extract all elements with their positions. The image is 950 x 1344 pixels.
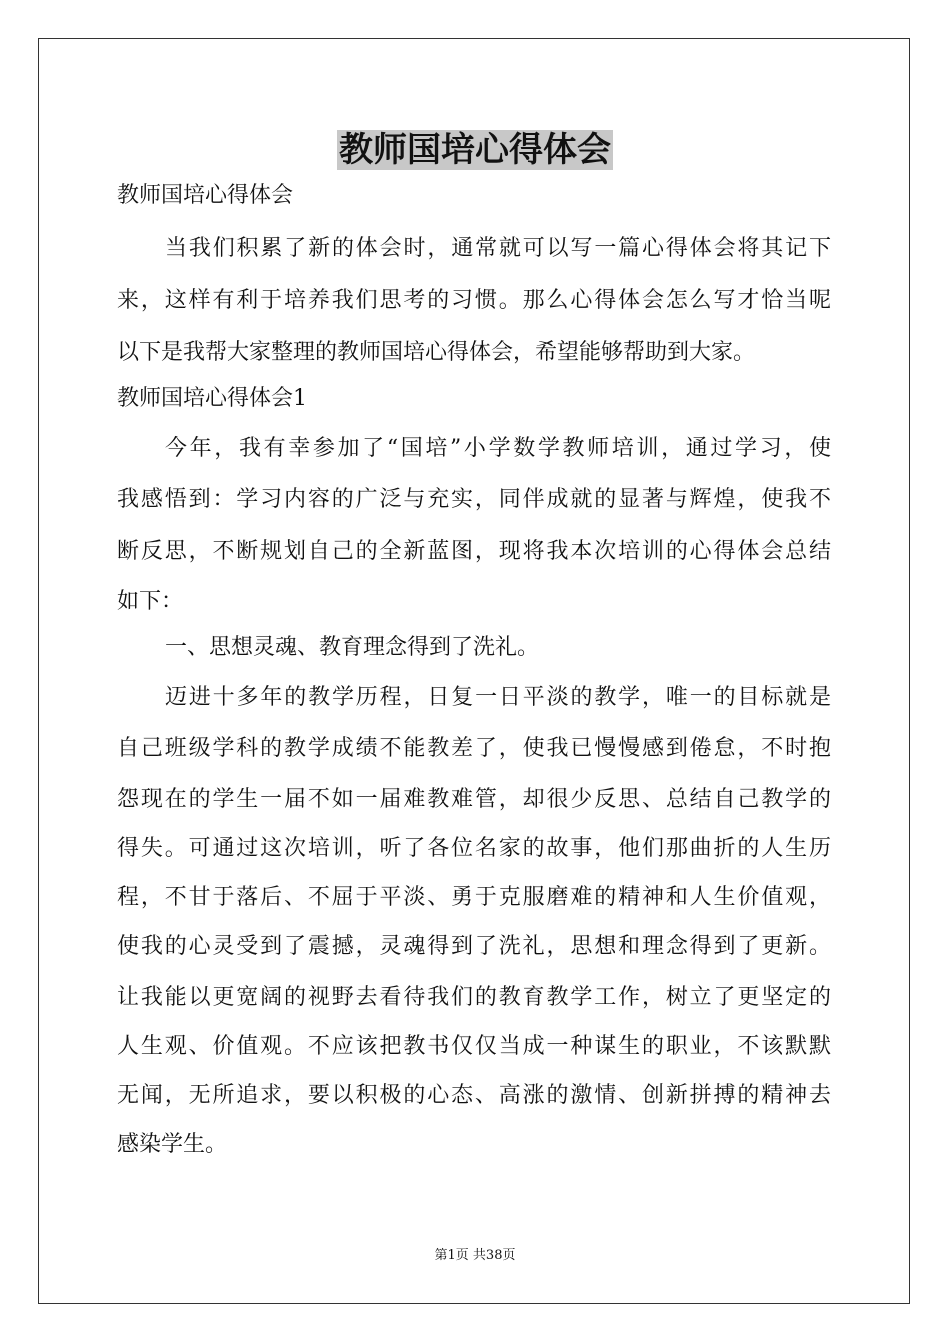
paragraph-line: 感染学生。 bbox=[117, 1132, 228, 1157]
paragraph-line: 迈进十多年的教学历程，日复一日平淡的教学，唯一的目标就是 bbox=[165, 685, 831, 710]
paragraph-line: 无闻，无所追求，要以积极的心态、高涨的激情、创新拼搏的精神去 bbox=[117, 1083, 831, 1108]
paragraph-line: 一、思想灵魂、教育理念得到了洗礼。 bbox=[165, 635, 540, 660]
document-title bbox=[0, 128, 950, 172]
paragraph-line: 当我们积累了新的体会时，通常就可以写一篇心得体会将其记下 bbox=[165, 236, 831, 261]
subtitle: 教师国培心得体会 bbox=[117, 183, 294, 208]
paragraph-line: 怨现在的学生一届不如一届难教难管，却很少反思、总结自己教学的 bbox=[117, 787, 831, 812]
paragraph-line: 人生观、价值观。不应该把教书仅仅当成一种谋生的职业，不该默默 bbox=[117, 1034, 831, 1059]
paragraph-line: 今年，我有幸参加了“国培”小学数学教师培训，通过学习，使 bbox=[165, 436, 831, 461]
paragraph-line: 我感悟到：学习内容的广泛与充实，同伴成就的显著与辉煌，使我不 bbox=[117, 487, 831, 512]
section-heading: 教师国培心得体会1 bbox=[117, 386, 307, 411]
title-text: 教师国培心得体会 bbox=[339, 130, 611, 170]
paragraph-line: 如下： bbox=[117, 589, 184, 614]
paragraph-line: 以下是我帮大家整理的教师国培心得体会，希望能够帮助到大家。 bbox=[117, 340, 756, 365]
paragraph-line: 让我能以更宽阔的视野去看待我们的教育教学工作，树立了更坚定的 bbox=[117, 985, 831, 1010]
paragraph-line: 得失。可通过这次培训，听了各位名家的故事，他们那曲折的人生历 bbox=[117, 836, 831, 861]
paragraph-line: 断反思，不断规划自己的全新蓝图，现将我本次培训的心得体会总结 bbox=[117, 539, 831, 564]
paragraph-line: 程，不甘于落后、不屈于平淡、勇于克服磨难的精神和人生价值观， bbox=[117, 885, 831, 910]
paragraph-line: 来，这样有利于培养我们思考的习惯。那么心得体会怎么写才恰当呢 bbox=[117, 288, 831, 313]
paragraph-line: 自己班级学科的教学成绩不能教差了，使我已慢慢感到倦怠，不时抱 bbox=[117, 736, 831, 761]
paragraph-line: 使我的心灵受到了震撼，灵魂得到了洗礼，思想和理念得到了更新。 bbox=[117, 934, 831, 959]
page-border bbox=[38, 38, 910, 1304]
page-number: 第1页 共38页 bbox=[434, 1248, 516, 1263]
